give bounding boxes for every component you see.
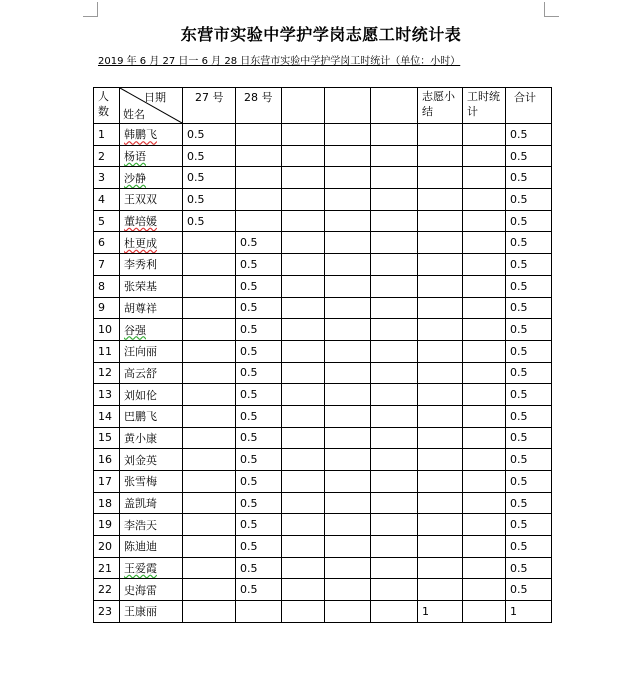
person-name-text: 李秀利 (124, 258, 157, 272)
table-row (94, 579, 552, 601)
empty-cell (371, 384, 418, 406)
person-name (120, 189, 183, 211)
hours-stat (463, 449, 506, 471)
volunteer-summary (418, 384, 463, 406)
hours-d27 (183, 405, 236, 427)
volunteer-summary (418, 427, 463, 449)
person-name-text: 杨语 (124, 150, 146, 164)
empty-cell (282, 557, 325, 579)
empty-cell (371, 405, 418, 427)
empty-cell (371, 471, 418, 493)
row-total: 0.5 (506, 557, 552, 579)
volunteer-summary (418, 189, 463, 211)
hours-d28 (236, 601, 282, 623)
hours-table (93, 87, 552, 623)
person-name (120, 384, 183, 406)
volunteer-summary (418, 145, 463, 167)
row-number: 15 (94, 427, 120, 449)
row-number: 20 (94, 536, 120, 558)
volunteer-summary (418, 232, 463, 254)
hours-d28: 0.5 (236, 492, 282, 514)
hours-d27 (183, 362, 236, 384)
empty-cell (325, 232, 371, 254)
hours-stat (463, 536, 506, 558)
hours-d28: 0.5 (236, 579, 282, 601)
hours-stat (463, 601, 506, 623)
empty-cell (371, 210, 418, 232)
empty-cell (282, 427, 325, 449)
hours-d28: 0.5 (236, 362, 282, 384)
hours-d27: 0.5 (183, 210, 236, 232)
empty-cell (371, 145, 418, 167)
person-name (120, 275, 183, 297)
hours-d28 (236, 145, 282, 167)
person-name-text: 刘如伦 (124, 388, 157, 402)
hours-d27 (183, 254, 236, 276)
row-number: 5 (94, 210, 120, 232)
person-name (120, 210, 183, 232)
header-d28: 28 号 (236, 88, 282, 124)
volunteer-summary (418, 579, 463, 601)
row-total: 0.5 (506, 275, 552, 297)
table-row (94, 427, 552, 449)
table-row (94, 275, 552, 297)
header-total: 合计 (506, 88, 552, 124)
person-name (120, 427, 183, 449)
empty-cell (282, 167, 325, 189)
empty-cell (282, 449, 325, 471)
empty-cell (325, 579, 371, 601)
hours-d27 (183, 601, 236, 623)
row-total: 0.5 (506, 124, 552, 146)
person-name-text: 韩鹏飞 (124, 128, 157, 142)
empty-cell (371, 167, 418, 189)
volunteer-summary (418, 340, 463, 362)
table-row (94, 189, 552, 211)
header-empty-2 (325, 88, 371, 124)
empty-cell (282, 275, 325, 297)
header-empty-1 (282, 88, 325, 124)
person-name (120, 254, 183, 276)
row-total: 0.5 (506, 319, 552, 341)
empty-cell (371, 189, 418, 211)
person-name (120, 297, 183, 319)
hours-stat (463, 427, 506, 449)
table-row (94, 340, 552, 362)
hours-stat (463, 579, 506, 601)
volunteer-summary (418, 275, 463, 297)
empty-cell (325, 362, 371, 384)
empty-cell (371, 449, 418, 471)
row-number: 23 (94, 601, 120, 623)
row-number: 3 (94, 167, 120, 189)
empty-cell (325, 340, 371, 362)
row-number: 6 (94, 232, 120, 254)
volunteer-summary (418, 210, 463, 232)
row-number: 1 (94, 124, 120, 146)
empty-cell (325, 514, 371, 536)
empty-cell (282, 579, 325, 601)
header-name-label: 姓名 (123, 108, 145, 121)
hours-d28: 0.5 (236, 427, 282, 449)
empty-cell (371, 275, 418, 297)
empty-cell (371, 514, 418, 536)
hours-stat (463, 189, 506, 211)
table-row (94, 254, 552, 276)
person-name (120, 471, 183, 493)
empty-cell (325, 427, 371, 449)
hours-d27 (183, 557, 236, 579)
hours-d27: 0.5 (183, 124, 236, 146)
hours-d27 (183, 536, 236, 558)
person-name (120, 124, 183, 146)
empty-cell (325, 254, 371, 276)
person-name (120, 557, 183, 579)
hours-d28: 0.5 (236, 514, 282, 536)
empty-cell (282, 189, 325, 211)
hours-stat (463, 514, 506, 536)
row-number: 12 (94, 362, 120, 384)
hours-stat (463, 232, 506, 254)
empty-cell (371, 362, 418, 384)
empty-cell (325, 449, 371, 471)
table-row (94, 514, 552, 536)
hours-d27 (183, 514, 236, 536)
header-volunteer-summary: 志愿小结 (418, 88, 463, 124)
person-name-text: 王双双 (124, 193, 157, 207)
hours-d28: 0.5 (236, 319, 282, 341)
hours-d27 (183, 384, 236, 406)
row-number: 13 (94, 384, 120, 406)
empty-cell (371, 427, 418, 449)
table-row (94, 319, 552, 341)
volunteer-summary (418, 362, 463, 384)
empty-cell (325, 557, 371, 579)
hours-stat (463, 210, 506, 232)
empty-cell (282, 340, 325, 362)
table-header-row (94, 88, 552, 124)
volunteer-summary (418, 536, 463, 558)
person-name (120, 536, 183, 558)
hours-d27 (183, 232, 236, 254)
hours-d27: 0.5 (183, 145, 236, 167)
person-name (120, 601, 183, 623)
person-name-text: 沙静 (124, 171, 146, 185)
empty-cell (282, 254, 325, 276)
hours-d27 (183, 340, 236, 362)
empty-cell (371, 319, 418, 341)
person-name (120, 449, 183, 471)
volunteer-summary (418, 514, 463, 536)
row-total: 0.5 (506, 449, 552, 471)
table-row (94, 405, 552, 427)
table-row (94, 557, 552, 579)
person-name-text: 王康丽 (124, 605, 157, 619)
hours-d27: 0.5 (183, 189, 236, 211)
volunteer-summary (418, 297, 463, 319)
hours-stat (463, 167, 506, 189)
empty-cell (371, 492, 418, 514)
row-total: 0.5 (506, 427, 552, 449)
row-total: 0.5 (506, 536, 552, 558)
table-row (94, 471, 552, 493)
hours-d28: 0.5 (236, 557, 282, 579)
hours-stat (463, 124, 506, 146)
table-row (94, 124, 552, 146)
header-empty-3 (371, 88, 418, 124)
person-name (120, 340, 183, 362)
row-number: 10 (94, 319, 120, 341)
person-name-text: 王爱霞 (124, 562, 157, 576)
row-number: 7 (94, 254, 120, 276)
row-number: 11 (94, 340, 120, 362)
row-number: 2 (94, 145, 120, 167)
empty-cell (325, 275, 371, 297)
empty-cell (282, 297, 325, 319)
empty-cell (325, 601, 371, 623)
empty-cell (325, 124, 371, 146)
row-total: 0.5 (506, 254, 552, 276)
person-name (120, 145, 183, 167)
person-name-text: 董培媛 (124, 215, 157, 229)
hours-d28: 0.5 (236, 471, 282, 493)
person-name-text: 张荣基 (124, 280, 157, 294)
row-total: 0.5 (506, 340, 552, 362)
hours-d28 (236, 189, 282, 211)
volunteer-summary (418, 319, 463, 341)
empty-cell (282, 492, 325, 514)
empty-cell (282, 405, 325, 427)
empty-cell (325, 471, 371, 493)
hours-d27: 0.5 (183, 167, 236, 189)
person-name (120, 514, 183, 536)
person-name-text: 刘金英 (124, 453, 157, 467)
row-total: 0.5 (506, 232, 552, 254)
empty-cell (325, 145, 371, 167)
document-title: 东营市实验中学护学岗志愿工时统计表 (180, 25, 462, 44)
table-row (94, 297, 552, 319)
person-name-text: 汪向丽 (124, 345, 157, 359)
empty-cell (282, 124, 325, 146)
volunteer-summary (418, 449, 463, 471)
volunteer-summary (418, 492, 463, 514)
row-total: 0.5 (506, 471, 552, 493)
empty-cell (371, 254, 418, 276)
person-name (120, 167, 183, 189)
hours-d27 (183, 449, 236, 471)
empty-cell (325, 405, 371, 427)
row-number: 9 (94, 297, 120, 319)
empty-cell (325, 536, 371, 558)
hours-d27 (183, 579, 236, 601)
row-total: 0.5 (506, 514, 552, 536)
hours-d28: 0.5 (236, 340, 282, 362)
person-name-text: 胡尊祥 (124, 301, 157, 315)
header-d27: 27 号 (183, 88, 236, 124)
empty-cell (282, 210, 325, 232)
hours-d27 (183, 297, 236, 319)
hours-d28: 0.5 (236, 254, 282, 276)
row-total: 0.5 (506, 579, 552, 601)
empty-cell (371, 557, 418, 579)
empty-cell (282, 232, 325, 254)
volunteer-summary (418, 254, 463, 276)
row-number: 18 (94, 492, 120, 514)
empty-cell (282, 514, 325, 536)
row-total: 0.5 (506, 384, 552, 406)
hours-d28 (236, 167, 282, 189)
person-name-text: 黄小康 (124, 431, 157, 445)
empty-cell (325, 167, 371, 189)
row-total: 0.5 (506, 405, 552, 427)
hours-stat (463, 471, 506, 493)
empty-cell (282, 601, 325, 623)
row-number: 4 (94, 189, 120, 211)
document-subtitle: 2019 年 6 月 27 日一 6 月 28 日东营市实验中学护学岗工时统计（单位：小时） (98, 56, 461, 67)
hours-d27 (183, 427, 236, 449)
table-row (94, 492, 552, 514)
table-row (94, 601, 552, 623)
empty-cell (282, 362, 325, 384)
empty-cell (371, 340, 418, 362)
hours-stat (463, 492, 506, 514)
hours-stat (463, 362, 506, 384)
row-number: 21 (94, 557, 120, 579)
empty-cell (282, 319, 325, 341)
person-name-text: 张雪梅 (124, 475, 157, 489)
volunteer-summary (418, 471, 463, 493)
hours-stat (463, 405, 506, 427)
hours-d27 (183, 492, 236, 514)
person-name-text: 史海雷 (124, 583, 157, 597)
person-name-text: 高云舒 (124, 366, 157, 380)
table-row (94, 362, 552, 384)
row-total: 0.5 (506, 189, 552, 211)
person-name (120, 232, 183, 254)
hours-d28: 0.5 (236, 275, 282, 297)
empty-cell (282, 471, 325, 493)
row-total: 0.5 (506, 210, 552, 232)
empty-cell (371, 232, 418, 254)
hours-d28: 0.5 (236, 232, 282, 254)
header-hours-stat: 工时统计 (463, 88, 506, 124)
hours-stat (463, 254, 506, 276)
hours-stat (463, 384, 506, 406)
row-number: 8 (94, 275, 120, 297)
header-count: 人数 (94, 88, 120, 124)
table-row (94, 449, 552, 471)
empty-cell (325, 319, 371, 341)
person-name (120, 579, 183, 601)
hours-d27 (183, 471, 236, 493)
person-name (120, 405, 183, 427)
hours-stat (463, 557, 506, 579)
empty-cell (371, 579, 418, 601)
volunteer-summary (418, 405, 463, 427)
table-row (94, 210, 552, 232)
row-total: 1 (506, 601, 552, 623)
empty-cell (325, 210, 371, 232)
hours-stat (463, 340, 506, 362)
person-name-text: 杜更成 (124, 236, 157, 250)
table-row (94, 167, 552, 189)
empty-cell (325, 297, 371, 319)
empty-cell (371, 297, 418, 319)
hours-d28: 0.5 (236, 405, 282, 427)
row-number: 14 (94, 405, 120, 427)
volunteer-summary: 1 (418, 601, 463, 623)
empty-cell (325, 492, 371, 514)
header-date-name (120, 88, 183, 124)
hours-d27 (183, 319, 236, 341)
volunteer-summary (418, 124, 463, 146)
person-name-text: 盖凯琦 (124, 497, 157, 511)
empty-cell (371, 601, 418, 623)
hours-d28: 0.5 (236, 297, 282, 319)
empty-cell (282, 384, 325, 406)
hours-d28 (236, 124, 282, 146)
hours-d28: 0.5 (236, 536, 282, 558)
empty-cell (325, 189, 371, 211)
row-number: 22 (94, 579, 120, 601)
person-name-text: 李浩天 (124, 518, 157, 532)
person-name-text: 陈迪迪 (124, 540, 157, 554)
hours-stat (463, 297, 506, 319)
hours-stat (463, 275, 506, 297)
table-row (94, 384, 552, 406)
page-corner-mark-left (83, 2, 98, 17)
hours-d27 (183, 275, 236, 297)
row-total: 0.5 (506, 297, 552, 319)
row-number: 17 (94, 471, 120, 493)
empty-cell (371, 124, 418, 146)
hours-d28: 0.5 (236, 449, 282, 471)
row-number: 19 (94, 514, 120, 536)
volunteer-summary (418, 557, 463, 579)
page-corner-mark-right (544, 2, 559, 17)
table-row (94, 232, 552, 254)
empty-cell (371, 536, 418, 558)
row-total: 0.5 (506, 145, 552, 167)
table-row (94, 145, 552, 167)
person-name (120, 319, 183, 341)
hours-d28: 0.5 (236, 384, 282, 406)
hours-stat (463, 145, 506, 167)
empty-cell (282, 145, 325, 167)
table-row (94, 536, 552, 558)
hours-d28 (236, 210, 282, 232)
empty-cell (325, 384, 371, 406)
person-name (120, 362, 183, 384)
person-name (120, 492, 183, 514)
row-total: 0.5 (506, 167, 552, 189)
volunteer-summary (418, 167, 463, 189)
empty-cell (282, 536, 325, 558)
row-total: 0.5 (506, 492, 552, 514)
row-total: 0.5 (506, 362, 552, 384)
person-name-text: 巴鹏飞 (124, 410, 157, 424)
row-number: 16 (94, 449, 120, 471)
hours-stat (463, 319, 506, 341)
person-name-text: 谷强 (124, 323, 146, 337)
header-date-label: 日期 (144, 91, 166, 104)
